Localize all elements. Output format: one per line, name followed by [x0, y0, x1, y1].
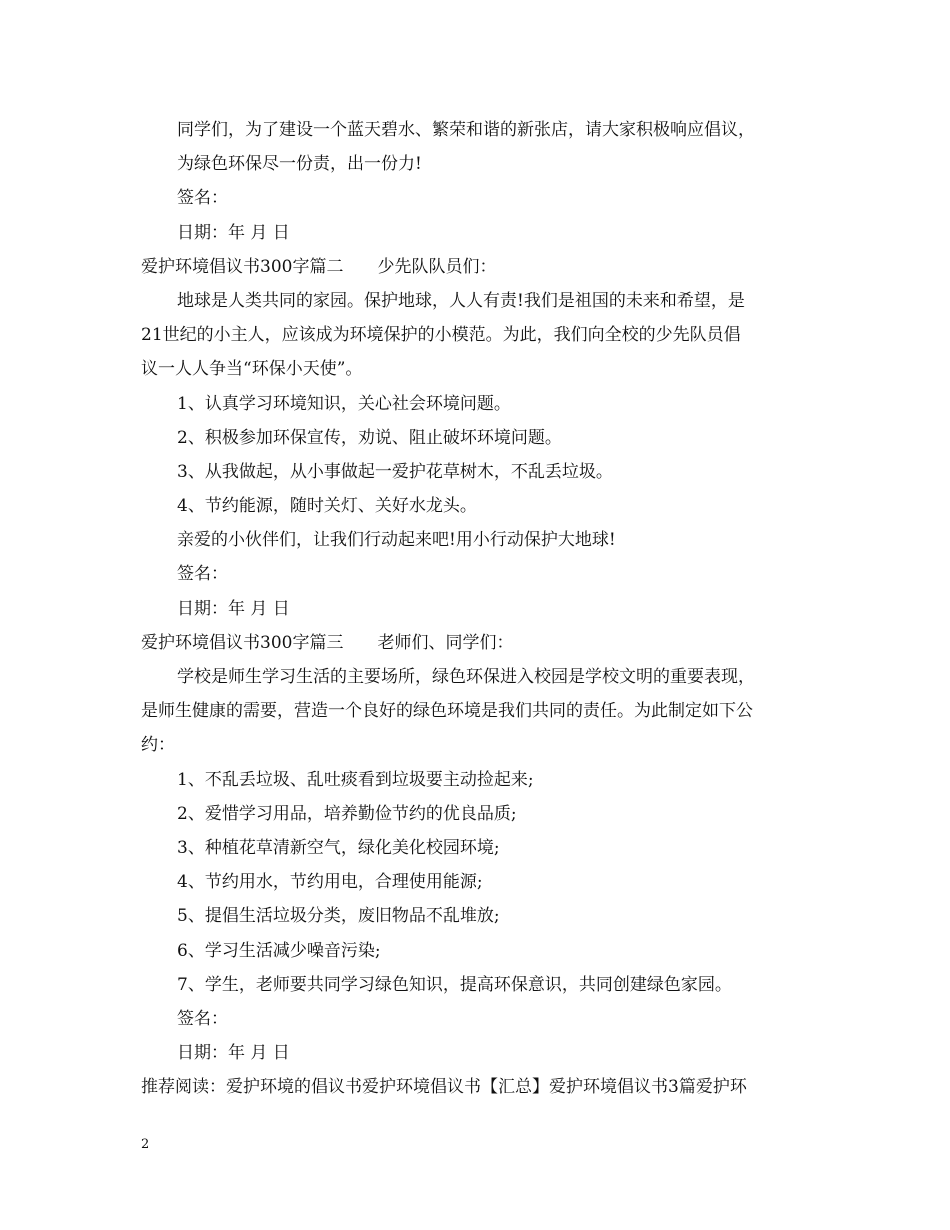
list-item: 5、提倡生活垃圾分类，废旧物品不乱堆放;	[177, 906, 500, 927]
signature-label: 签名：	[177, 564, 228, 585]
text-line: 议一人人争当“环保小天使”。	[141, 359, 363, 380]
text-line: 地球是人类共同的家园。保护地球，人人有责!我们是祖国的未来和希望，是	[177, 290, 745, 311]
date-label: 日期：年 月 日	[177, 598, 290, 619]
signature-label: 签名：	[177, 188, 228, 209]
text-line: 21世纪的小主人，应该成为环境保护的小模范。为此，我们向全校的少先队员倡	[141, 325, 741, 346]
list-item: 3、从我做起，从小事做起一爱护花草树木，不乱丢垃圾。	[177, 461, 613, 482]
section-heading	[141, 250, 821, 284]
date-label: 日期：年 月 日	[177, 1043, 290, 1064]
document-body	[141, 113, 821, 1104]
text-line: 亲爱的小伙伴们，让我们行动起来吧!用小行动保护大地球!	[177, 530, 616, 551]
list-item: 3、种植花草清新空气，绿化美化校园环境;	[177, 837, 500, 858]
page-number: 2	[141, 1137, 150, 1152]
text-line: 学校是师生学习生活的主要场所，绿色环保进入校园是学校文明的重要表现，	[177, 667, 755, 687]
recommended-reading: 推荐阅读：爱护环境的倡议书爱护环境倡议书【汇总】爱护环境倡议书3篇爱护环	[141, 1077, 747, 1098]
text-line: 为绿色环保尽一份责，出一份力!	[177, 154, 422, 175]
date-label: 日期：年 月 日	[177, 222, 290, 243]
list-item: 2、爱惜学习用品，培养勤俭节约的优良品质;	[177, 803, 517, 824]
signature-label: 签名：	[177, 1008, 228, 1029]
section-heading	[141, 626, 821, 660]
list-item: 1、不乱丢垃圾、乱吐痰看到垃圾要主动捡起来;	[177, 769, 534, 790]
list-item: 4、节约用水，节约用电，合理使用能源;	[177, 872, 483, 893]
text-line: 约：	[141, 735, 175, 756]
text-line: 同学们，为了建设一个蓝天碧水、繁荣和谐的新张店，请大家积极响应倡议，	[177, 120, 755, 140]
list-item: 7、学生，老师要共同学习绿色知识，提高环保意识，共同创建绿色家园。	[177, 974, 732, 995]
section-title: 爱护环境倡议书300字篇三	[141, 632, 344, 653]
text-line: 是师生健康的需要，营造一个良好的绿色环境是我们共同的责任。为此制定如下公	[141, 701, 753, 722]
salutation: 少先队队员们：	[377, 256, 497, 277]
section-title: 爱护环境倡议书300字篇二	[141, 256, 344, 277]
salutation: 老师们、同学们：	[377, 632, 514, 653]
list-item: 4、节约能源，随时关灯、关好水龙头。	[177, 496, 477, 517]
list-item: 2、积极参加环保宣传，劝说、阻止破坏环境问题。	[177, 427, 562, 448]
list-item: 1、认真学习环境知识，关心社会环境问题。	[177, 393, 511, 414]
list-item: 6、学习生活减少噪音污染;	[177, 940, 381, 961]
